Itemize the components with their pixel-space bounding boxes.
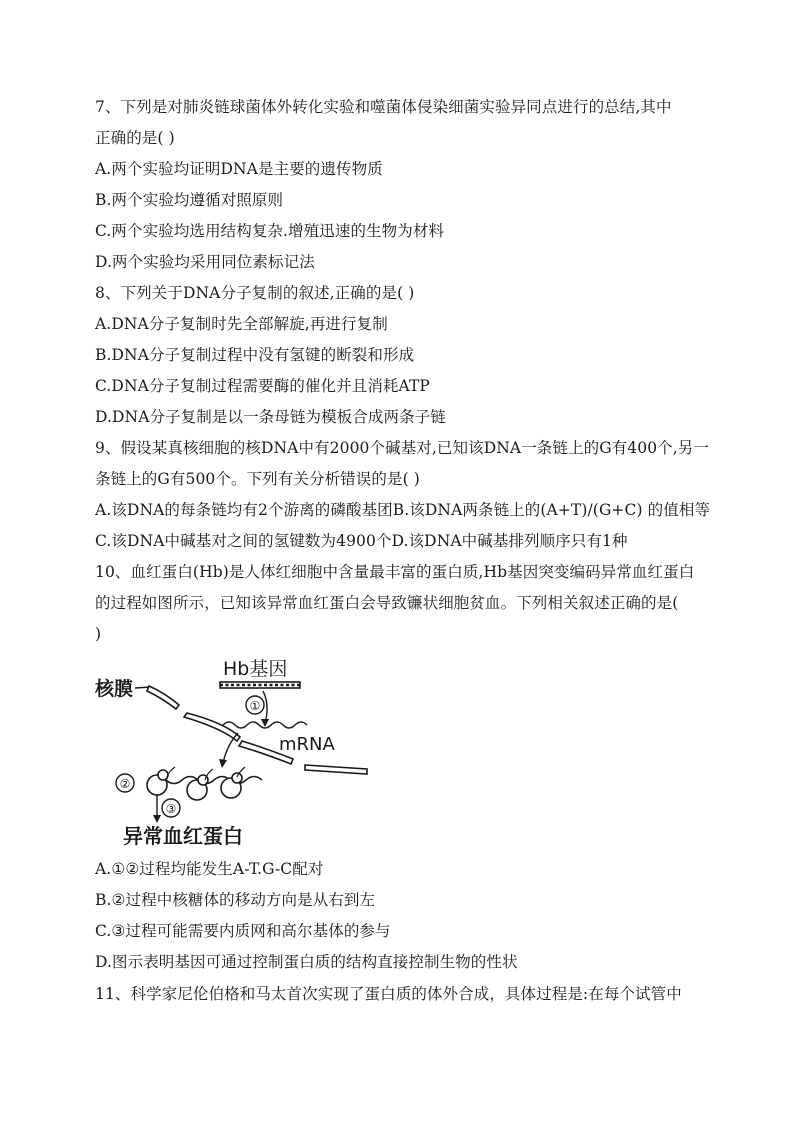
hb-translation-figure [95, 655, 385, 850]
q10-stem-line3: ) [95, 625, 102, 643]
q9-options-line2: C.该DNA中碱基对之间的氢键数为4900个D.该DNA中碱基排列顺序只有1种 [95, 532, 628, 550]
q10-option-d: D.图示表明基因可通过控制蛋白质的结构直接控制生物的性状 [95, 953, 518, 971]
gene-label: Hb基因 [223, 658, 288, 680]
q8-option-d: D.DNA分子复制是以一条母链为模板合成两条子链 [95, 408, 446, 426]
step1-label: ① [249, 699, 261, 713]
q8-option-b: B.DNA分子复制过程中没有氢键的断裂和形成 [95, 346, 415, 364]
q7-stem-line2: 正确的是( ) [95, 129, 175, 147]
hb-gene-dna-strand [220, 682, 300, 688]
q8-option-a: A.DNA分子复制时先全部解旋,再进行复制 [95, 315, 388, 333]
folding-arrow [153, 795, 161, 823]
ribosome-3-small [232, 773, 242, 783]
ribosomes [147, 770, 242, 800]
q11-stem-line1: 11、科学家尼伦伯格和马太首次实现了蛋白质的体外合成，具体过程是:在每个试管中 [95, 985, 682, 1003]
product-label: 异常血红蛋白 [123, 824, 243, 848]
q9-stem-line2: 条链上的G有500个。下列有关分析错误的是( ) [95, 470, 420, 488]
q10-option-c: C.③过程可能需要内质网和高尔基体的参与 [95, 922, 391, 940]
q10-option-b: B.②过程中核糖体的移动方向是从右到左 [95, 891, 376, 909]
q10-stem-line2: 的过程如图所示，已知该异常血红蛋白会导致镰状细胞贫血。下列相关叙述正确的是( [95, 594, 679, 612]
hb-diagram-svg [95, 655, 385, 850]
membrane-label: 核膜 [95, 678, 134, 700]
step2-label: ② [119, 777, 131, 791]
q10-stem-line1: 10、血红蛋白(Hb)是人体红细胞中含量最丰富的蛋白质,Hb基因突变编码异常血红蛋白 [95, 563, 695, 581]
ribosome-1-small [158, 770, 168, 780]
q8-option-c: C.DNA分子复制过程需要酶的催化并且消耗ATP [95, 377, 430, 395]
q7-option-c: C.两个实验均选用结构复杂.增殖迅速的生物为材料 [95, 222, 445, 240]
q7-option-d: D.两个实验均采用同位素标记法 [95, 253, 315, 271]
mrna-label: mRNA [279, 734, 335, 755]
q7-stem-line1: 7、下列是对肺炎链球菌体外转化实验和噬菌体侵染细菌实验异同点进行的总结,其中 [95, 98, 672, 116]
q8-stem: 8、下列关于DNA分子复制的叙述,正确的是( ) [95, 284, 415, 302]
step3-label: ③ [165, 802, 177, 816]
q9-options-line1: A.该DNA的每条链均有2个游离的磷酸基团B.该DNA两条链上的(A+T)/(G+C) 的值相等 [95, 501, 711, 519]
q9-stem-line1: 9、假设某真核细胞的核DNA中有2000个碱基对,已知该DNA一条链上的G有400个,另一 [95, 439, 709, 457]
q7-option-b: B.两个实验均遵循对照原则 [95, 191, 284, 209]
transcription-arrow [261, 691, 269, 727]
q10-option-a: A.①②过程均能发生A-T.G-C配对 [95, 860, 324, 878]
q7-option-a: A.两个实验均证明DNA是主要的遗传物质 [95, 160, 383, 178]
